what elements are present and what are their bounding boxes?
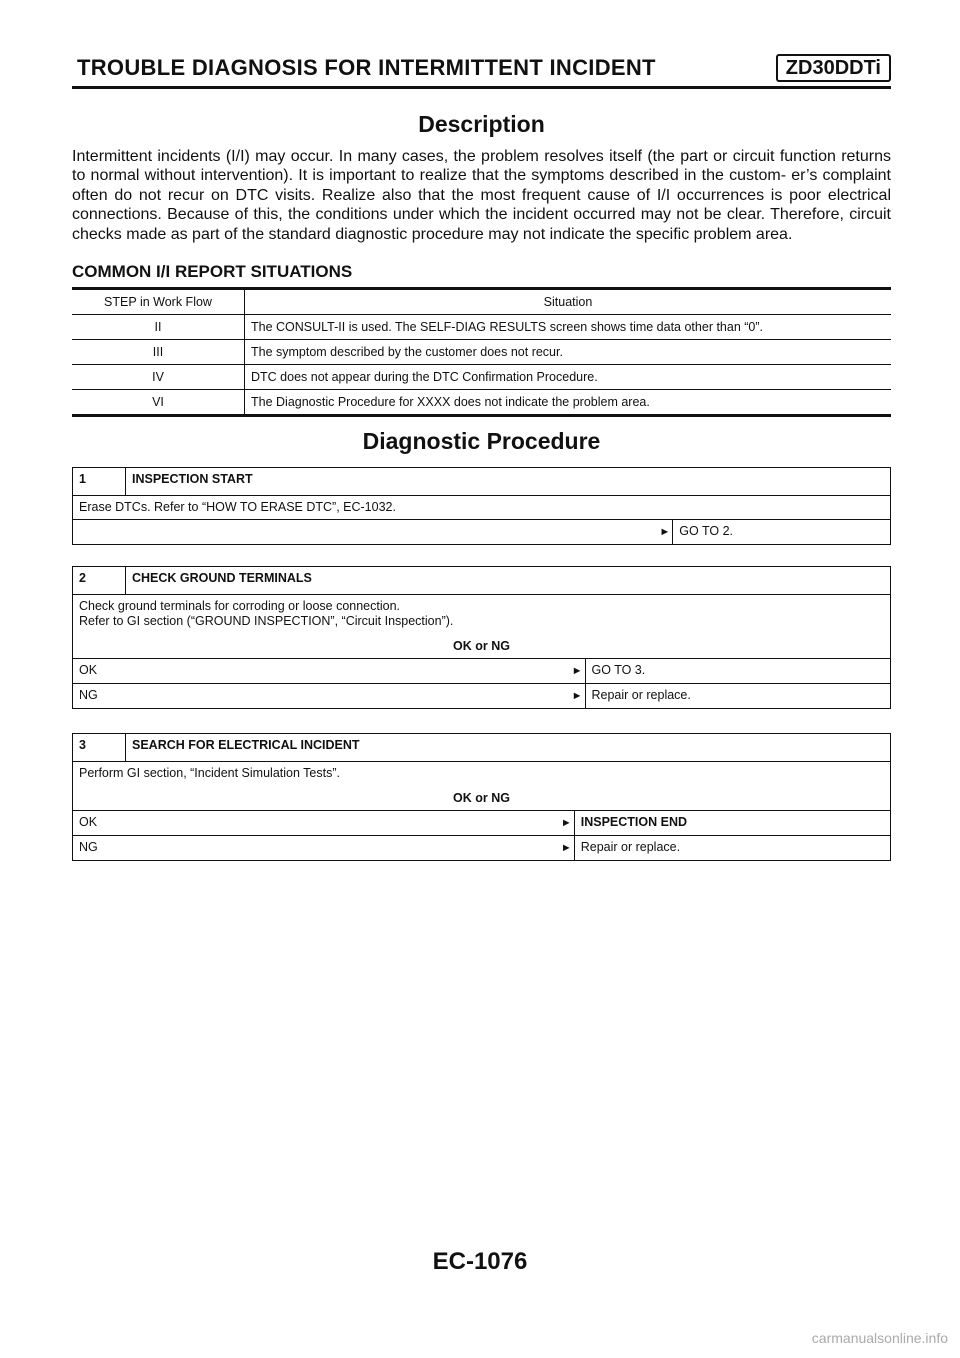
- step-result-row: [73, 836, 891, 861]
- result-next: Repair or replace.: [585, 684, 891, 709]
- step-number: 2: [73, 567, 126, 595]
- step-number: 1: [73, 468, 126, 496]
- step-cell: III: [72, 340, 245, 365]
- step-body: [73, 595, 891, 659]
- situation-cell: The Diagnostic Procedure for XXXX does not indicate the problem area.: [245, 390, 892, 416]
- result-label: OK: [73, 659, 565, 684]
- situation-cell: The symptom described by the customer does not recur.: [245, 340, 892, 365]
- ok-or-ng-label: OK or NG: [453, 791, 510, 805]
- result-label: OK: [73, 811, 554, 836]
- step-body: [73, 762, 891, 811]
- step-body-line: Perform GI section, “Incident Simulation Tests”.: [79, 766, 340, 780]
- table-row: [72, 390, 891, 416]
- step-next-row: [73, 520, 891, 545]
- step-1-table: [72, 467, 891, 545]
- table-row: [72, 365, 891, 390]
- step-header: [73, 567, 891, 595]
- result-next: Repair or replace.: [574, 836, 890, 861]
- step-header: [73, 734, 891, 762]
- step-result-row: [73, 659, 891, 684]
- step-body-row: [73, 595, 891, 659]
- result-label: NG: [73, 836, 554, 861]
- step-cell: II: [72, 315, 245, 340]
- diagnostic-procedure-title: Diagnostic Procedure: [362, 428, 601, 454]
- step-body: Erase DTCs. Refer to “HOW TO ERASE DTC”, EC-1032.: [73, 496, 891, 520]
- table-row: [72, 315, 891, 340]
- step-cell: IV: [72, 365, 245, 390]
- step-result-row: [73, 811, 891, 836]
- page-number: EC-1076: [432, 1248, 528, 1275]
- description-title: Description: [418, 111, 545, 137]
- column-header-step: STEP in Work Flow: [72, 289, 245, 315]
- description-text: Intermittent incidents (I/I) may occur. In many cases, the problem resolves itself (the part or circuit function returns to normal without intervention). It is important to realize that the symptoms described in the custom- er’s complaint often do not recur on DTC visits. Realize also that the most frequent cause of I/I occurrences is poor electrical connections. Because of this, the conditions under which the incident occurred may not be clear. Therefore, circuit checks made as part of the standard diagnostic procedure may not indicate the specific problem area.: [72, 148, 891, 243]
- column-header-situation: Situation: [543, 295, 593, 309]
- step-body-line: Check ground terminals for corroding or loose connection.: [79, 599, 401, 613]
- situation-cell: DTC does not appear during the DTC Confirmation Procedure.: [245, 365, 892, 390]
- step-body-line: Refer to GI section (“GROUND INSPECTION”, “Circuit Inspection”).: [79, 614, 454, 628]
- ok-or-ng-label: OK or NG: [453, 639, 510, 653]
- result-next: GO TO 3.: [585, 659, 891, 684]
- step-2-table: [72, 566, 891, 709]
- step-title: INSPECTION START: [126, 468, 891, 496]
- result-label: NG: [73, 684, 565, 709]
- arrow-icon: ►: [652, 520, 673, 545]
- result-next: INSPECTION END: [574, 811, 890, 836]
- situations-table: [72, 287, 891, 417]
- situation-cell: The CONSULT-II is used. The SELF-DIAG RESULTS screen shows time data other than “0”.: [245, 315, 892, 340]
- watermark: carmanualsonline.info: [811, 1330, 948, 1346]
- step-header: [73, 468, 891, 496]
- common-situations-title: COMMON I/I REPORT SITUATIONS: [72, 262, 353, 281]
- table-header-row: [72, 289, 891, 315]
- step-result-row: [73, 684, 891, 709]
- arrow-icon: ►: [554, 836, 575, 861]
- arrow-icon: ►: [554, 811, 575, 836]
- engine-badge: ZD30DDTi: [776, 54, 891, 82]
- table-row: [72, 340, 891, 365]
- step-number: 3: [73, 734, 126, 762]
- step-title: SEARCH FOR ELECTRICAL INCIDENT: [126, 734, 891, 762]
- step-title: CHECK GROUND TERMINALS: [126, 567, 891, 595]
- step-3-table: [72, 733, 891, 861]
- step-cell: VI: [72, 390, 245, 416]
- step-body-row: [73, 496, 891, 520]
- arrow-icon: ►: [565, 659, 586, 684]
- page-header: [72, 52, 891, 89]
- arrow-icon: ►: [565, 684, 586, 709]
- header-title: TROUBLE DIAGNOSIS FOR INTERMITTENT INCIDENT: [77, 55, 656, 80]
- next-step: GO TO 2.: [673, 520, 891, 545]
- step-body-row: [73, 762, 891, 811]
